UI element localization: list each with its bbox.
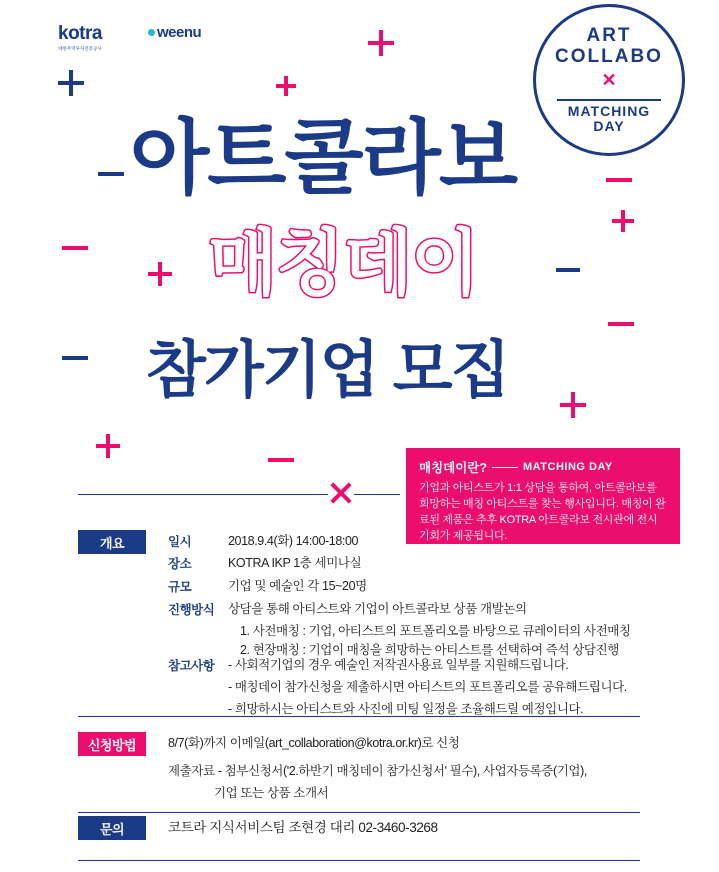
- overview-value-process: 상담을 통해 아티스트와 기업이 아트콜라보 상품 개발논의: [228, 602, 527, 616]
- info-box-body: 기업과 아티스트가 1:1 상담을 통하여, 아트콜라보를 희망하는 매칭 아티스트를 찾는 행사입니다. 매칭이 완료된 제품은 추후 KOTRA 아트콜라보 전시관에 전시 기회가 제공됩니다.: [419, 482, 666, 542]
- overview-label-process: 진행방식: [168, 603, 215, 617]
- section-tag-overview: 개요: [78, 530, 146, 554]
- page-title-line-1: 아트콜라보: [130, 113, 517, 204]
- dash-mark-icon: [556, 268, 580, 272]
- section-tag-apply: 신청방법: [78, 732, 146, 756]
- overview-value-notes-3: - 희망하시는 아티스트와 사진에 미팅 일정을 조율해드릴 예정입니다.: [228, 702, 584, 716]
- art-collabo-badge: [533, 4, 685, 156]
- dash-mark-icon: [98, 172, 124, 176]
- dash-mark-icon: [268, 458, 294, 462]
- divider-contact-bottom: [78, 860, 640, 861]
- overview-label-venue: 장소: [168, 557, 192, 571]
- kotra-wordmark: kotra: [58, 23, 102, 44]
- dash-mark-icon: [606, 178, 632, 182]
- badge-line-1: ART: [586, 25, 632, 47]
- weenu-wordmark: weenu: [156, 24, 202, 41]
- contact-text: 코트라 지식서비스팀 조현경 대리 02-3460-3268: [168, 820, 438, 835]
- weenu-dot-icon: [148, 29, 155, 36]
- overview-value-date: 2018.9.4(화) 14:00-18:00: [228, 534, 359, 548]
- overview-label-date: 일시: [168, 535, 192, 549]
- logo-group: [58, 24, 201, 52]
- matching-day-info-box: [406, 448, 680, 544]
- plus-mark-icon: [612, 210, 634, 232]
- plus-mark-icon: [276, 76, 296, 96]
- page-title-line-2: 매칭데이: [208, 224, 479, 304]
- page-title-line-3: 참가기업 모집: [146, 336, 509, 405]
- apply-line-1: 8/7(화)까지 이메일(art_collaboration@kotra.or.kr)로 신청: [168, 736, 460, 750]
- overview-value-process-sub-1: 1. 사전매칭 : 기업, 아티스트의 포트폴리오를 바탕으로 큐레이터의 사전매칭: [240, 624, 631, 638]
- plus-mark-icon: [148, 262, 172, 286]
- dash-mark-icon: [608, 322, 634, 326]
- weenu-logo: [148, 24, 201, 41]
- badge-divider: [557, 99, 661, 101]
- overview-label-notes: 참고사항: [168, 659, 215, 673]
- x-mark-icon: [328, 480, 354, 506]
- plus-mark-icon: [560, 392, 586, 418]
- dash-mark-icon: [62, 356, 88, 360]
- dash-mark-icon: [62, 246, 88, 250]
- apply-line-3: 기업 또는 상품 소개서: [214, 786, 329, 800]
- overview-value-notes-2: - 매칭데이 참가신청을 제출하시면 아티스트의 포트폴리오를 공유해드립니다.: [228, 680, 627, 694]
- overview-label-scale: 규모: [168, 580, 192, 594]
- overview-value-scale: 기업 및 예술인 각 15~20명: [228, 579, 367, 593]
- kotra-logo: [58, 24, 102, 52]
- overview-value-process-sub-2: 2. 현장매칭 : 기업이 매칭을 희망하는 아티스트를 선택하여 즉석 상담진행: [240, 643, 619, 657]
- divider-right: [354, 494, 400, 495]
- divider-left: [78, 494, 328, 495]
- info-box-heading-english: MATCHING DAY: [523, 461, 613, 473]
- info-box-heading-korean: 매칭데이란?: [419, 461, 488, 475]
- plus-mark-icon: [96, 434, 120, 458]
- plus-mark-icon: [368, 30, 394, 56]
- badge-line-3: MATCHING: [567, 103, 651, 120]
- kotra-subtitle: 대한무역투자진흥공사: [58, 46, 102, 51]
- badge-line-4: DAY: [593, 117, 625, 134]
- info-box-heading: [419, 458, 668, 476]
- overview-value-venue: KOTRA IKP 1층 세미나실: [228, 556, 362, 570]
- section-tag-contact: 문의: [78, 816, 146, 840]
- apply-line-2: 제출자료 - 첨부신청서('2.하반기 매칭데이 참가신청서' 필수), 사업자등록증(기업),: [168, 764, 587, 778]
- overview-value-notes-1: - 사회적기업의 경우 예술인 저작권사용료 일부를 지원해드립니다.: [228, 658, 569, 672]
- badge-line-2: COLLABO: [555, 46, 663, 68]
- info-box-heading-rule: [492, 467, 518, 468]
- divider-apply-bottom: [78, 812, 640, 813]
- badge-x-icon: ✕: [601, 70, 617, 91]
- plus-mark-icon: [58, 70, 84, 96]
